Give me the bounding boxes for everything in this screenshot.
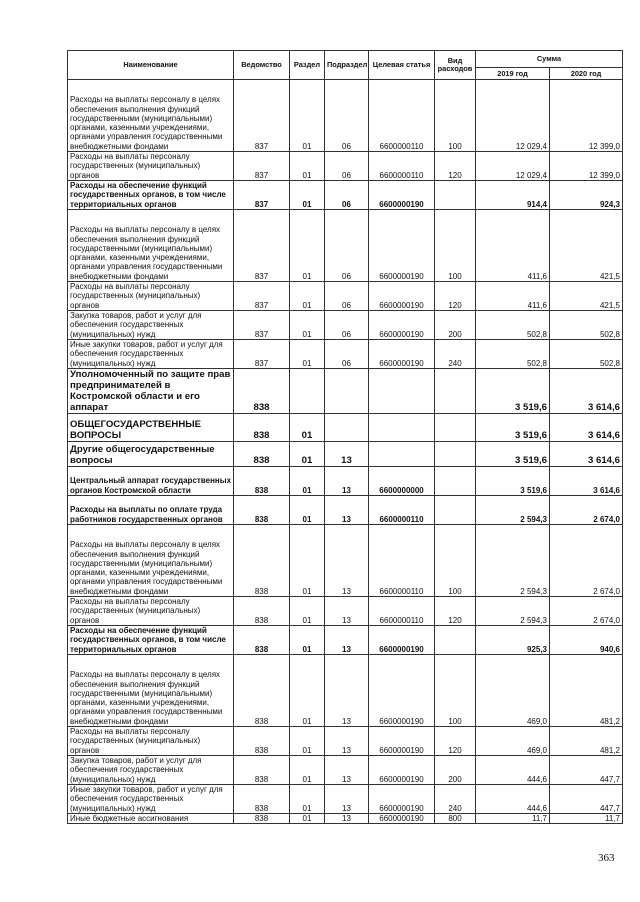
table-body <box>68 80 623 824</box>
row-2019-cell: 411,6 <box>476 210 550 282</box>
row-2020-cell: 3 614,6 <box>550 414 623 442</box>
row-subsection-cell: 13 <box>325 785 369 814</box>
row-subsection-cell: 06 <box>325 152 369 181</box>
row-target-cell: 6600000190 <box>369 785 435 814</box>
row-subsection-cell: 13 <box>325 442 369 467</box>
row-type-cell: 100 <box>435 525 476 597</box>
row-2020-cell: 481,2 <box>550 727 623 756</box>
row-name-cell: Другие общегосударственные вопросы <box>68 442 234 467</box>
row-subsection-cell <box>325 414 369 442</box>
table-row <box>68 282 623 311</box>
col-header-sum: Сумма <box>476 51 623 68</box>
row-2020-cell: 3 614,6 <box>550 442 623 467</box>
row-2019-cell: 444,6 <box>476 785 550 814</box>
row-2020-cell: 2 674,0 <box>550 496 623 525</box>
row-dept-cell: 838 <box>234 369 290 414</box>
row-dept-cell: 837 <box>234 282 290 311</box>
row-section-cell: 01 <box>290 152 325 181</box>
row-name-cell: Расходы на выплаты персоналу в целях обеспечения выполнения функций государственными (муниципальными) органами, казенными учреждениями, органами управления государственными внебюджетными фондами <box>68 525 234 597</box>
row-2020-cell: 3 614,6 <box>550 369 623 414</box>
row-target-cell: 6600000110 <box>369 80 435 152</box>
col-header-2019: 2019 год <box>476 68 550 80</box>
row-subsection-cell: 13 <box>325 597 369 626</box>
row-2019-cell: 11,7 <box>476 814 550 824</box>
row-name-cell: Расходы на выплаты по оплате труда работников государственных органов <box>68 496 234 525</box>
row-dept-cell: 838 <box>234 756 290 785</box>
row-dept-cell: 838 <box>234 727 290 756</box>
row-target-cell: 6600000110 <box>369 597 435 626</box>
row-subsection-cell: 13 <box>325 756 369 785</box>
row-2019-cell: 2 594,3 <box>476 525 550 597</box>
row-type-cell: 200 <box>435 311 476 340</box>
row-subsection-cell: 06 <box>325 311 369 340</box>
table-row <box>68 181 623 210</box>
row-section-cell: 01 <box>290 340 325 369</box>
row-2020-cell: 421,5 <box>550 282 623 311</box>
row-subsection-cell: 13 <box>325 655 369 727</box>
row-subsection-cell: 13 <box>325 814 369 824</box>
row-2020-cell: 421,5 <box>550 210 623 282</box>
table-row <box>68 655 623 727</box>
table-row <box>68 340 623 369</box>
row-target-cell: 6600000000 <box>369 467 435 496</box>
table-row <box>68 626 623 655</box>
row-section-cell: 01 <box>290 414 325 442</box>
col-header-type: Вид расходов <box>435 51 476 80</box>
row-name-cell: Расходы на выплаты персоналу государственных (муниципальных) органов <box>68 282 234 311</box>
row-section-cell: 01 <box>290 311 325 340</box>
row-name-cell: Расходы на выплаты персоналу в целях обеспечения выполнения функций государственными (муниципальными) органами, казенными учреждениями, органами управления государственными внебюджетными фондами <box>68 655 234 727</box>
row-dept-cell: 838 <box>234 467 290 496</box>
row-dept-cell: 837 <box>234 181 290 210</box>
table-row <box>68 80 623 152</box>
row-target-cell: 6600000190 <box>369 727 435 756</box>
table-row <box>68 496 623 525</box>
row-target-cell: 6600000190 <box>369 655 435 727</box>
row-type-cell <box>435 369 476 414</box>
row-2019-cell: 2 594,3 <box>476 496 550 525</box>
row-name-cell: Иные закупки товаров, работ и услуг для обеспечения государственных (муниципальных) нужд <box>68 340 234 369</box>
row-2020-cell: 481,2 <box>550 655 623 727</box>
row-2020-cell: 940,6 <box>550 626 623 655</box>
row-section-cell: 01 <box>290 181 325 210</box>
row-name-cell: Закупка товаров, работ и услуг для обеспечения государственных (муниципальных) нужд <box>68 756 234 785</box>
row-name-cell: Расходы на выплаты персоналу государственных (муниципальных) органов <box>68 727 234 756</box>
row-dept-cell: 838 <box>234 414 290 442</box>
table-row <box>68 442 623 467</box>
row-subsection-cell <box>325 369 369 414</box>
row-2019-cell: 925,3 <box>476 626 550 655</box>
row-2019-cell: 12 029,4 <box>476 80 550 152</box>
col-header-dept: Ведомство <box>234 51 290 80</box>
table-row <box>68 814 623 824</box>
row-2019-cell: 411,6 <box>476 282 550 311</box>
row-type-cell <box>435 181 476 210</box>
row-dept-cell: 838 <box>234 597 290 626</box>
row-dept-cell: 837 <box>234 311 290 340</box>
row-section-cell: 01 <box>290 467 325 496</box>
row-subsection-cell: 06 <box>325 80 369 152</box>
row-2020-cell: 12 399,0 <box>550 80 623 152</box>
table-row <box>68 756 623 785</box>
table-row <box>68 525 623 597</box>
col-header-target: Целевая статья <box>369 51 435 80</box>
row-2019-cell: 12 029,4 <box>476 152 550 181</box>
row-type-cell <box>435 414 476 442</box>
row-name-cell: Иные закупки товаров, работ и услуг для обеспечения государственных (муниципальных) нужд <box>68 785 234 814</box>
row-name-cell: Иные бюджетные ассигнования <box>68 814 234 824</box>
table-row <box>68 311 623 340</box>
row-type-cell <box>435 467 476 496</box>
row-section-cell: 01 <box>290 655 325 727</box>
row-subsection-cell: 06 <box>325 282 369 311</box>
row-target-cell: 6600000190 <box>369 756 435 785</box>
row-section-cell: 01 <box>290 727 325 756</box>
row-target-cell: 6600000110 <box>369 525 435 597</box>
row-target-cell: 6600000190 <box>369 282 435 311</box>
col-header-subsection: Подраздел <box>325 51 369 80</box>
row-subsection-cell: 13 <box>325 525 369 597</box>
row-2019-cell: 3 519,6 <box>476 369 550 414</box>
row-name-cell: Центральный аппарат государственных органов Костромской области <box>68 467 234 496</box>
row-type-cell: 100 <box>435 655 476 727</box>
row-dept-cell: 838 <box>234 785 290 814</box>
row-dept-cell: 837 <box>234 80 290 152</box>
row-dept-cell: 837 <box>234 340 290 369</box>
row-section-cell: 01 <box>290 525 325 597</box>
row-2019-cell: 914,4 <box>476 181 550 210</box>
table-row <box>68 597 623 626</box>
row-name-cell: Уполномоченный по защите прав предпринимателей в Костромской области и его аппарат <box>68 369 234 414</box>
table-row <box>68 369 623 414</box>
row-subsection-cell: 06 <box>325 181 369 210</box>
row-type-cell: 240 <box>435 785 476 814</box>
row-type-cell: 200 <box>435 756 476 785</box>
row-target-cell: 6600000190 <box>369 181 435 210</box>
row-type-cell: 800 <box>435 814 476 824</box>
row-section-cell: 01 <box>290 597 325 626</box>
row-2019-cell: 502,8 <box>476 311 550 340</box>
row-2019-cell: 444,6 <box>476 756 550 785</box>
row-target-cell <box>369 369 435 414</box>
row-type-cell <box>435 496 476 525</box>
budget-table <box>67 50 623 824</box>
row-dept-cell: 838 <box>234 525 290 597</box>
row-name-cell: Расходы на выплаты персоналу в целях обеспечения выполнения функций государственными (муниципальными) органами, казенными учреждениями, органами управления государственными внебюджетными фондами <box>68 80 234 152</box>
row-subsection-cell: 13 <box>325 467 369 496</box>
row-type-cell <box>435 442 476 467</box>
table-row <box>68 210 623 282</box>
row-dept-cell: 837 <box>234 152 290 181</box>
row-2020-cell: 11,7 <box>550 814 623 824</box>
row-name-cell: Расходы на обеспечение функций государственных органов, в том числе территориальных органов <box>68 181 234 210</box>
row-2020-cell: 3 614,6 <box>550 467 623 496</box>
row-section-cell: 01 <box>290 814 325 824</box>
col-header-section: Раздел <box>290 51 325 80</box>
row-target-cell: 6600000190 <box>369 210 435 282</box>
table-row <box>68 414 623 442</box>
row-target-cell: 6600000190 <box>369 626 435 655</box>
row-dept-cell: 838 <box>234 496 290 525</box>
row-target-cell: 6600000190 <box>369 340 435 369</box>
row-subsection-cell: 13 <box>325 626 369 655</box>
row-2019-cell: 469,0 <box>476 727 550 756</box>
row-dept-cell: 838 <box>234 655 290 727</box>
row-section-cell: 01 <box>290 496 325 525</box>
row-section-cell: 01 <box>290 442 325 467</box>
row-name-cell: Расходы на выплаты персоналу в целях обеспечения выполнения функций государственными (муниципальными) органами, казенными учреждениями, органами управления государственными внебюджетными фондами <box>68 210 234 282</box>
table-row <box>68 152 623 181</box>
row-type-cell: 240 <box>435 340 476 369</box>
page-number: 363 <box>598 852 615 864</box>
row-2019-cell: 469,0 <box>476 655 550 727</box>
row-2020-cell: 2 674,0 <box>550 597 623 626</box>
row-section-cell: 01 <box>290 756 325 785</box>
row-section-cell <box>290 369 325 414</box>
row-2020-cell: 12 399,0 <box>550 152 623 181</box>
row-section-cell: 01 <box>290 282 325 311</box>
row-target-cell: 6600000110 <box>369 496 435 525</box>
row-section-cell: 01 <box>290 626 325 655</box>
row-section-cell: 01 <box>290 80 325 152</box>
row-name-cell: Расходы на обеспечение функций государственных органов, в том числе территориальных органов <box>68 626 234 655</box>
row-subsection-cell: 06 <box>325 210 369 282</box>
row-name-cell: Закупка товаров, работ и услуг для обеспечения государственных (муниципальных) нужд <box>68 311 234 340</box>
row-2020-cell: 502,8 <box>550 311 623 340</box>
table-row <box>68 785 623 814</box>
row-subsection-cell: 13 <box>325 727 369 756</box>
row-type-cell: 100 <box>435 80 476 152</box>
row-target-cell: 6600000110 <box>369 152 435 181</box>
table-row <box>68 467 623 496</box>
row-type-cell: 120 <box>435 727 476 756</box>
row-dept-cell: 838 <box>234 814 290 824</box>
row-target-cell: 6600000190 <box>369 311 435 340</box>
row-2020-cell: 447,7 <box>550 756 623 785</box>
row-2020-cell: 447,7 <box>550 785 623 814</box>
row-type-cell: 120 <box>435 597 476 626</box>
col-header-2020: 2020 год <box>550 68 623 80</box>
row-dept-cell: 838 <box>234 626 290 655</box>
row-section-cell: 01 <box>290 785 325 814</box>
row-type-cell <box>435 626 476 655</box>
budget-table-container <box>67 50 622 824</box>
table-row <box>68 727 623 756</box>
row-2020-cell: 502,8 <box>550 340 623 369</box>
row-target-cell <box>369 414 435 442</box>
row-type-cell: 120 <box>435 152 476 181</box>
row-2019-cell: 3 519,6 <box>476 467 550 496</box>
row-2020-cell: 2 674,0 <box>550 525 623 597</box>
row-type-cell: 120 <box>435 282 476 311</box>
row-2019-cell: 3 519,6 <box>476 442 550 467</box>
col-header-name: Наименование <box>68 51 234 80</box>
row-2019-cell: 3 519,6 <box>476 414 550 442</box>
row-subsection-cell: 06 <box>325 340 369 369</box>
row-target-cell: 6600000190 <box>369 814 435 824</box>
row-type-cell: 100 <box>435 210 476 282</box>
row-dept-cell: 838 <box>234 442 290 467</box>
row-2020-cell: 924,3 <box>550 181 623 210</box>
row-name-cell: Расходы на выплаты персоналу государственных (муниципальных) органов <box>68 597 234 626</box>
row-subsection-cell: 13 <box>325 496 369 525</box>
row-name-cell: ОБЩЕГОСУДАРСТВЕННЫЕ ВОПРОСЫ <box>68 414 234 442</box>
row-section-cell: 01 <box>290 210 325 282</box>
row-name-cell: Расходы на выплаты персоналу государственных (муниципальных) органов <box>68 152 234 181</box>
row-target-cell <box>369 442 435 467</box>
row-2019-cell: 2 594,3 <box>476 597 550 626</box>
row-dept-cell: 837 <box>234 210 290 282</box>
row-2019-cell: 502,8 <box>476 340 550 369</box>
